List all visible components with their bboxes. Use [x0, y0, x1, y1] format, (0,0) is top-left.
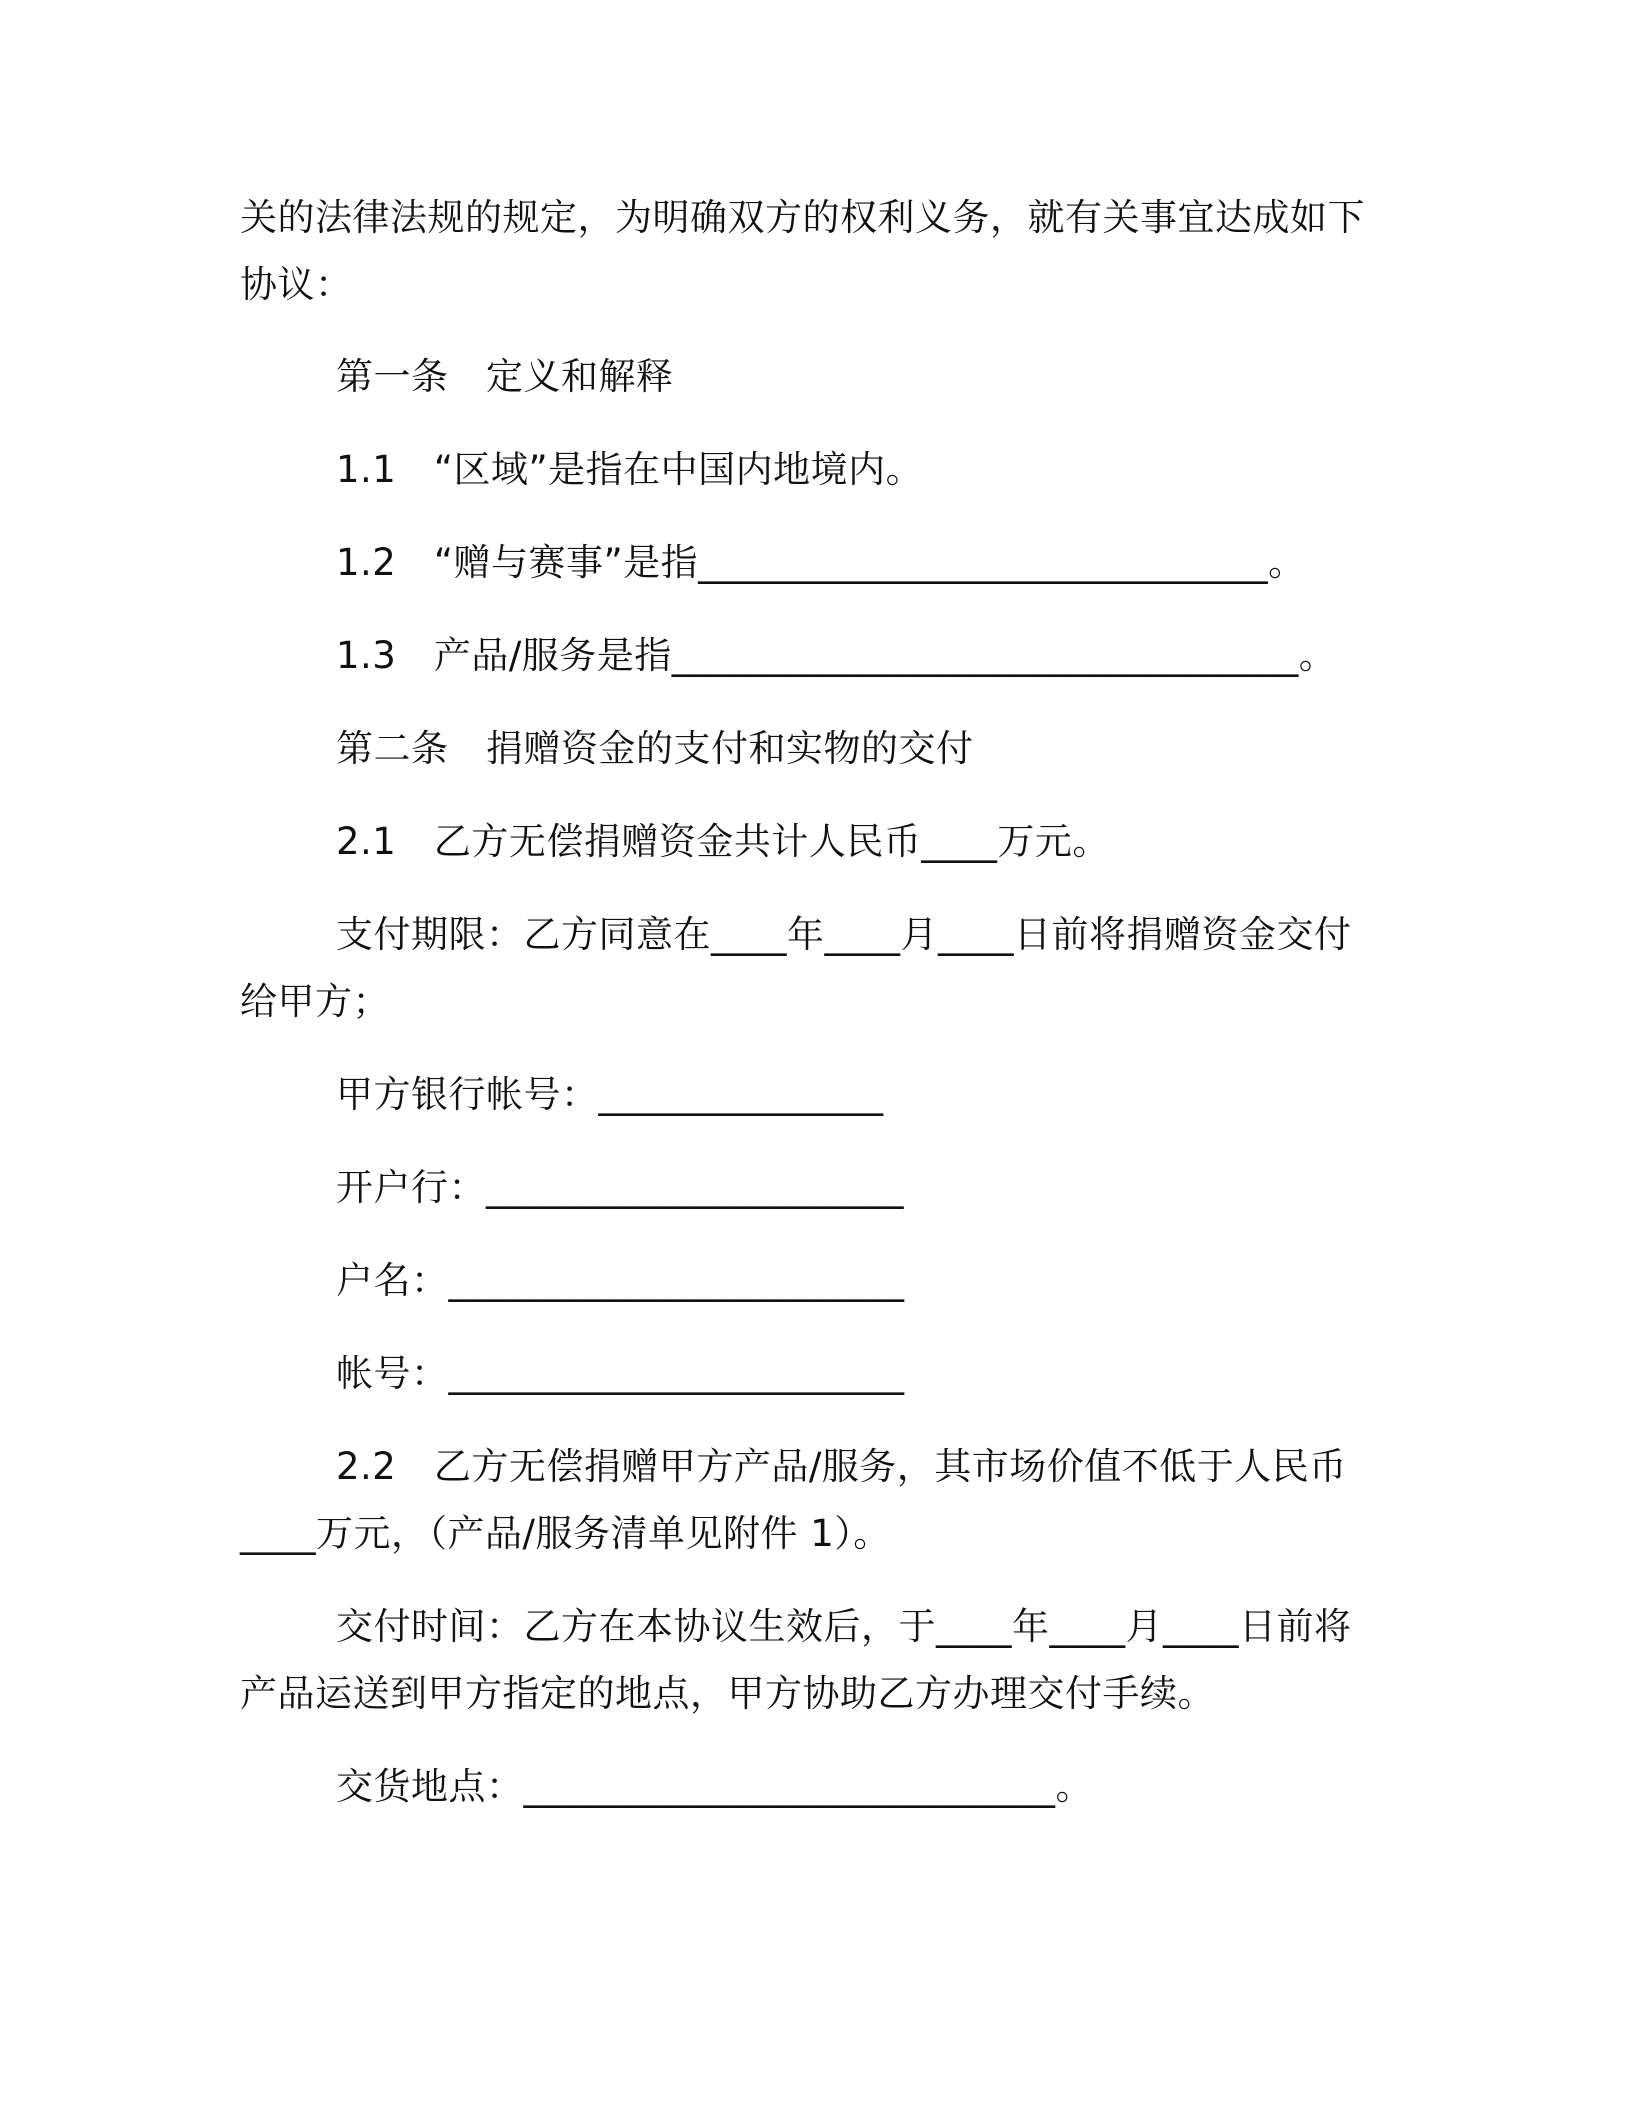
- intro-line-1: 关的法律法规的规定，为明确双方的权利义务，就有关事宜达成如下: [240, 196, 1365, 239]
- delivery-time-line-1: 交付时间：乙方在本协议生效后，于____年____月____日前将: [336, 1605, 1352, 1648]
- article-2-heading: 第二条 捐赠资金的支付和实物的交付: [336, 727, 974, 770]
- payment-term-line-2: 给甲方；: [240, 980, 390, 1023]
- clause-1-1: 1.1 “区域”是指在中国内地境内。: [336, 448, 924, 491]
- clause-2-1: 2.1 乙方无偿捐赠资金共计人民币____万元。: [336, 820, 1110, 863]
- clause-1-2: 1.2 “赠与赛事”是指______________________________。: [336, 541, 1306, 584]
- delivery-place-field: 交货地点：____________________________。: [336, 1765, 1093, 1808]
- account-name-field: 户名：________________________: [336, 1259, 905, 1302]
- clause-1-3: 1.3 产品/服务是指_________________________________。: [336, 634, 1337, 677]
- delivery-time-line-2: 产品运送到甲方指定的地点，甲方协助乙方办理交付手续。: [240, 1672, 1215, 1715]
- intro-line-2: 协议：: [240, 263, 353, 306]
- clause-2-2-line-1: 2.2 乙方无偿捐赠甲方产品/服务，其市场价值不低于人民币: [336, 1445, 1347, 1488]
- account-number-field: 帐号：________________________: [336, 1352, 905, 1395]
- article-1-heading: 第一条 定义和解释: [336, 355, 674, 398]
- payment-term-line-1: 支付期限：乙方同意在____年____月____日前将捐赠资金交付: [336, 913, 1352, 956]
- clause-2-2-line-2: ____万元，（产品/服务清单见附件 1）。: [240, 1512, 891, 1555]
- bank-account-number-field: 甲方银行帐号：_______________: [336, 1073, 884, 1116]
- opening-bank-field: 开户行：______________________: [336, 1166, 904, 1209]
